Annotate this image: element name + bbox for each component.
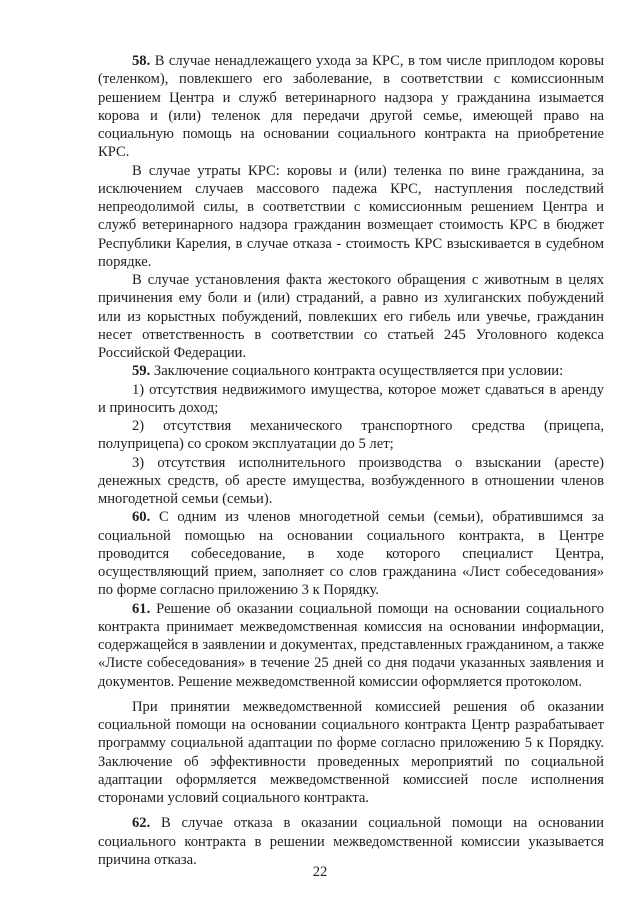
condition-item-3 bbox=[98, 454, 604, 509]
clause-number: 61. bbox=[132, 600, 151, 617]
clause-number: 59. bbox=[132, 363, 151, 380]
paragraph-58 bbox=[98, 52, 604, 162]
paragraph-text: В случае ненадлежащего ухода за КРС, в том числе приплодом коровы (теленком), повлекшего его заболевание, в соответствии с комиссионным решением Центра и служб ветеринарного надзора у гражданина изымается корова и (или) теленок для передачи другой семье, имеющей право на социальную помощь на основании социального контракта на приобретение КРС. bbox=[98, 53, 604, 161]
clause-number: 58. bbox=[132, 53, 151, 69]
paragraph-58-loss bbox=[98, 162, 604, 272]
paragraph-text: В случае установления факта жестокого обращения с животным в целях причинения ему боли и (или) страданий, а равно из хулиганских побуждений или из корыстных побуждений, повлекших его гибель или увечье, гражданин несет ответственность в соответствии со статьей 245 Уголовного кодекса Российской Федерации. bbox=[98, 272, 604, 361]
paragraph-text: С одним из членов многодетной семьи (семьи), обратившимся за социальной помощью на основании социального контракта, в Центре проводится собеседование, в ходе которого специалист Центра, осуществляющий прием, заполняет со слов гражданина «Лист собеседования» по форме согласно приложению 3 к Порядку. bbox=[98, 509, 604, 599]
paragraph-text: 1) отсутствия недвижимого имущества, которое может сдаваться в аренду и приносить доход; bbox=[98, 381, 604, 416]
condition-item-1 bbox=[98, 381, 604, 418]
paragraph-text: Заключение социального контракта осуществляется при условии: bbox=[150, 363, 564, 380]
paragraph-text: При принятии межведомственной комиссией решения об оказании социальной помощи на основании социального контракта Центр разрабатывает программу социальной адаптации по форме согласно приложению 5 к Порядку. Заключение об эффективности проведенных мероприятий по социальной адаптации оформляется межведомственной комиссией после исполнения сторонами условий социального контракта. bbox=[98, 698, 604, 806]
paragraph-61 bbox=[98, 600, 604, 691]
clause-number: 62. bbox=[132, 815, 151, 832]
clause-number: 60. bbox=[132, 509, 151, 526]
paragraph-text: Решение об оказании социальной помощи на основании социального контракта принимает межведомственная комиссия на основании информации, содержащейся в заявлении и документах, представленных гражданином, а также «Листе собеседования» в течение 25 дней со дня подачи указанных заявления и документов. Решение межведомственной комиссии оформляется протоколом. bbox=[98, 600, 604, 690]
paragraph-text: В случае отказа в оказании социальной помощи на основании социального контракта в решении межведомственной комиссии указывается причина отказа. bbox=[98, 815, 604, 868]
paragraph-62 bbox=[98, 814, 604, 869]
paragraph-text: 2) отсутствия механического транспортного средства (прицепа, полуприцепа) со сроком эксплуатации до 5 лет; bbox=[98, 418, 604, 453]
paragraph-text: 3) отсутствия исполнительного производства о взыскании (аресте) денежных средств, об аресте имущества, возбужденного в отношении членов многодетной семьи (семьи). bbox=[98, 454, 604, 507]
paragraph-58-cruelty bbox=[98, 271, 604, 362]
paragraph-61-adaptation bbox=[98, 698, 604, 808]
page-number: 22 bbox=[312, 864, 328, 880]
paragraph-text: В случае утраты КРС: коровы и (или) теленка по вине гражданина, за исключением случаев массового падежа КРС, наступления последствий непреодолимой силы, в соответствии с комиссионным решением Центра и служб ветеринарного надзора гражданин возмещает стоимость КРС в бюджет Республики Карелия, в случае отказа - стоимость КРС взыскивается в судебном порядке. bbox=[98, 162, 604, 270]
document-body bbox=[98, 52, 604, 869]
condition-item-2 bbox=[98, 417, 604, 454]
paragraph-59 bbox=[98, 362, 604, 380]
paragraph-60 bbox=[98, 508, 604, 599]
